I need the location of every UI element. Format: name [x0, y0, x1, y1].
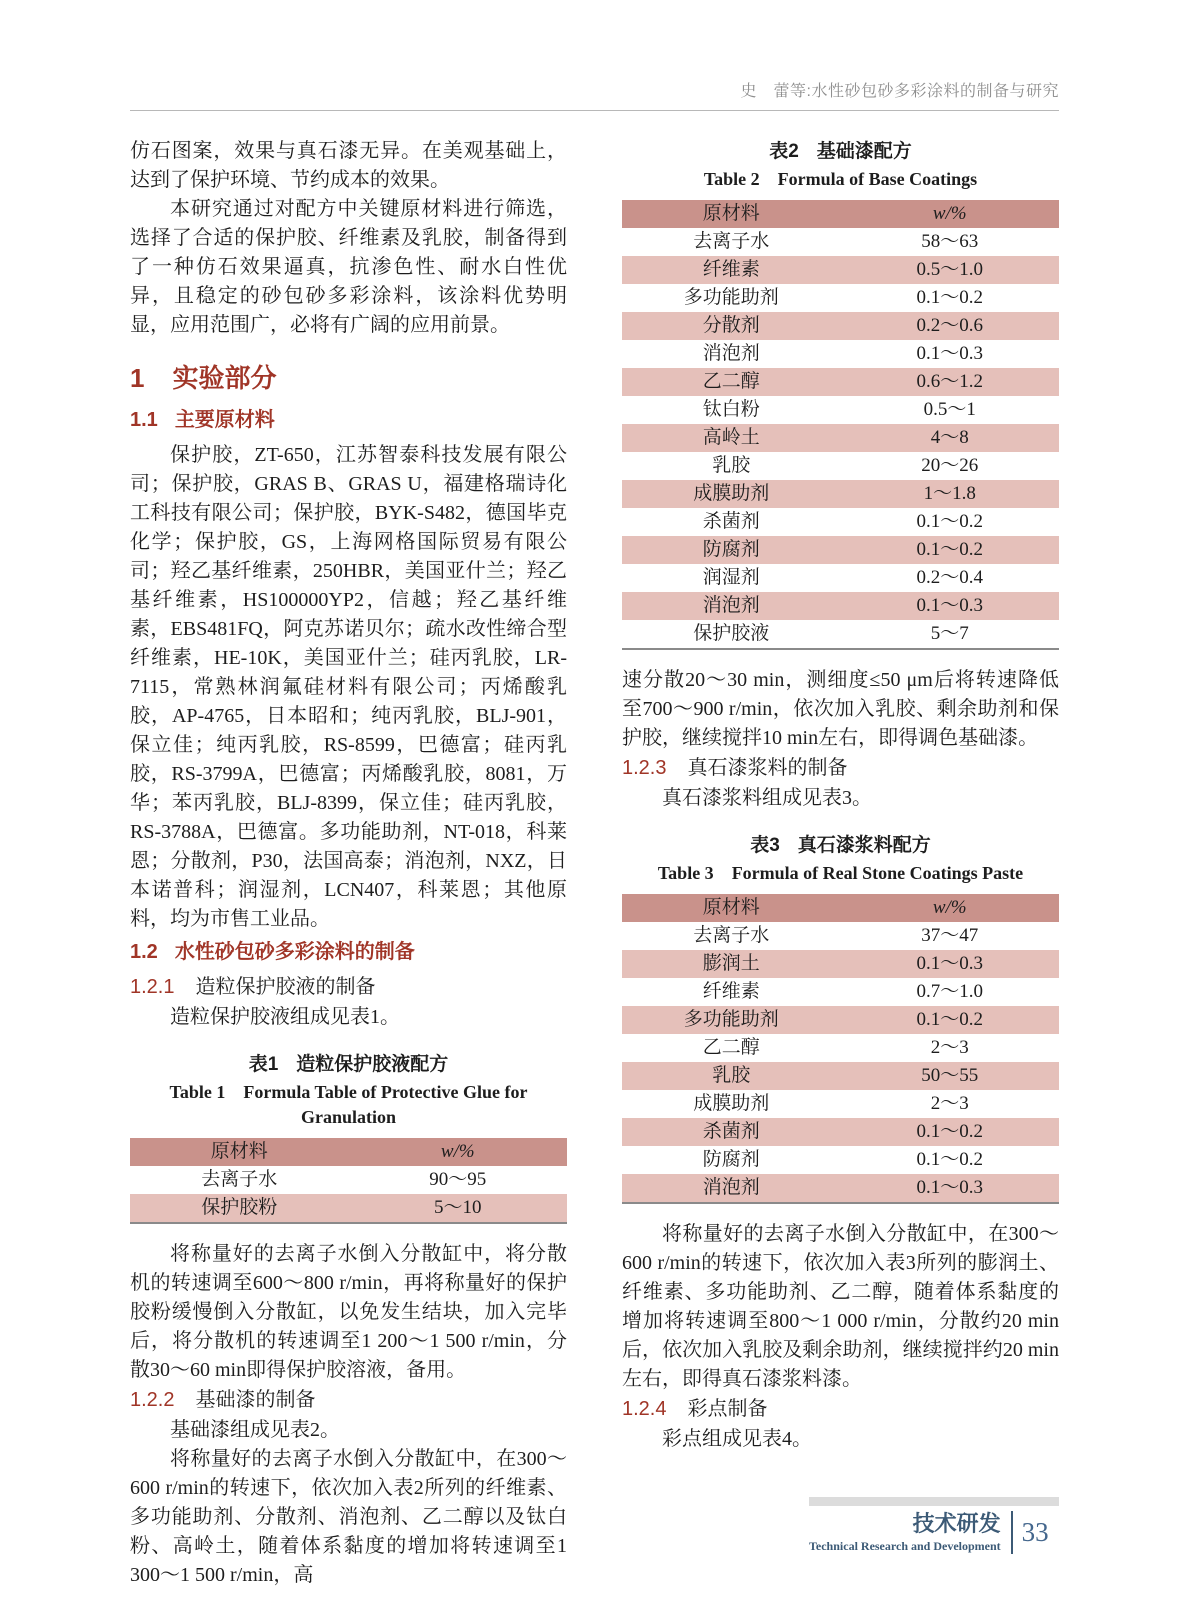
header-rule [130, 110, 1059, 111]
table-row [622, 312, 1059, 340]
section-number: 1.2.2 [130, 1389, 175, 1411]
table-header-cell: 原材料 [702, 203, 760, 224]
paragraph-see-table2: 基础漆组成见表2。 [170, 1419, 340, 1441]
table-header-row [622, 894, 1059, 922]
table-caption-title: Formula Table of Protective Glue for Granulation [243, 1082, 528, 1127]
paragraph-see-table1: 造粒保护胶液组成见表1。 [170, 1006, 400, 1028]
table-cell: 0.1～0.3 [916, 595, 983, 616]
table-cell: 分散剂 [702, 315, 760, 336]
table3-caption-zh [622, 833, 1059, 859]
page-number: 33 [1021, 1517, 1049, 1547]
table-cell: 润湿剂 [702, 567, 760, 588]
table-cell: 0.5～1.0 [916, 259, 983, 280]
page-header [130, 78, 1059, 111]
table-cell: 杀菌剂 [702, 511, 760, 532]
table-cell: 0.1～0.2 [916, 1149, 983, 1170]
left-column [130, 137, 567, 1590]
table-cell: 乳胶 [712, 1065, 751, 1086]
table1-caption-zh [130, 1052, 567, 1078]
table-cell: 0.1～0.2 [916, 1121, 983, 1142]
formula-table-3 [622, 894, 1059, 1204]
table-cell: 去离子水 [693, 925, 770, 946]
table-header-cell: w/% [440, 1141, 475, 1162]
section-heading-experiment [130, 362, 567, 394]
table-cell: 0.6～1.2 [916, 371, 983, 392]
table-row [622, 340, 1059, 368]
table-cell: 2～3 [930, 1093, 969, 1114]
table-cell: 纤维素 [702, 981, 760, 1002]
table-cell: 成膜助剂 [693, 483, 770, 504]
table-header-cell: w/% [932, 897, 967, 918]
table-cell: 0.1～0.2 [916, 539, 983, 560]
table-cell: 防腐剂 [702, 1149, 760, 1170]
section-title: 造粒保护胶液的制备 [195, 976, 376, 998]
table-cell: 0.1～0.2 [916, 1009, 983, 1030]
table-row [130, 1166, 567, 1194]
paragraph-intro-continued: 仿石图案，效果与真石漆无异。在美观基础上，达到了保护环境、节约成本的效果。 [130, 140, 567, 191]
table-cell: 去离子水 [693, 231, 770, 252]
table-caption-label: 表2 [769, 141, 799, 162]
footer-label-en: Technical Research and Development [809, 1539, 1001, 1553]
table-cell: 50～55 [921, 1065, 979, 1086]
table-cell: 消泡剂 [702, 595, 760, 616]
paragraph-stone-paste-process: 将称量好的去离子水倒入分散缸中，在300～600 r/min的转速下，依次加入表3所列的膨润土、纤维素、多功能助剂、乙二醇，随着体系黏度的增加将转速调至800～1 000 r/min，分散约20 min后，依次加入乳胶及剩余助剂，继续搅拌约20 min左右，即得真石漆浆料漆。 [622, 1223, 1059, 1390]
footer-section-label [809, 1512, 1001, 1554]
paragraph-granulation-process: 将称量好的去离子水倒入分散缸中，将分散机的转速调至600～800 r/min，再将称量好的保护胶粉缓慢倒入分散缸，以免发生结块，加入完毕后，将分散机的转速调至1 200～1 500 r/min，分散30～60 min即得保护胶溶液，备用。 [130, 1243, 567, 1381]
table-row [622, 1062, 1059, 1090]
table-row [622, 592, 1059, 620]
table-cell: 4～8 [930, 427, 969, 448]
table-row [622, 620, 1059, 649]
paragraph-base-coating-process: 将称量好的去离子水倒入分散缸中，在300～600 r/min的转速下，依次加入表2所列的纤维素、多功能助剂、分散剂、消泡剂、乙二醇以及钛白粉、高岭土，随着体系黏度的增加将转速调至1 300～1 500 r/min，高 [130, 1448, 567, 1586]
table2-caption-en [622, 167, 1059, 192]
table-row [622, 950, 1059, 978]
table-cell: 消泡剂 [702, 343, 760, 364]
running-head: 史 蕾等:水性砂包砂多彩涂料的制备与研究 [740, 83, 1059, 100]
table-row [622, 368, 1059, 396]
table-cell: 乳胶 [712, 455, 751, 476]
table-row [622, 424, 1059, 452]
section-title: 实验部分 [172, 363, 277, 393]
paragraph-base-coating-continued: 速分散20～30 min，测细度≤50 μm后将转速降低至700～900 r/min，依次加入乳胶、剩余助剂和保护胶，继续搅拌10 min左右，即得调色基础漆。 [622, 669, 1059, 749]
table2-caption-zh [622, 139, 1059, 165]
table-cell: 0.1～0.3 [916, 343, 983, 364]
table-cell: 防腐剂 [702, 539, 760, 560]
section-title: 真石漆浆料的制备 [687, 757, 848, 779]
subsubsection-heading-glue [130, 973, 567, 1002]
table-row [622, 1090, 1059, 1118]
subsection-heading-preparation [130, 939, 567, 965]
paragraph-see-table4: 彩点组成见表4。 [662, 1428, 812, 1450]
table-cell: 37～47 [921, 925, 979, 946]
table-caption-title: Formula of Base Coatings [777, 169, 978, 189]
table-cell: 杀菌剂 [702, 1121, 760, 1142]
formula-table-1 [130, 1138, 567, 1224]
table-cell: 保护胶液 [693, 623, 770, 644]
table-caption-title: 基础漆配方 [816, 141, 912, 162]
table-row [622, 1146, 1059, 1174]
paragraph-intro: 本研究通过对配方中关键原材料进行筛选，选择了合适的保护胶、纤维素及乳胶，制备得到了一种仿石效果逼真，抗渗色性、耐水白性优异，且稳定的砂包砂多彩涂料，该涂料优势明显，应用范围广，必将有广阔的应用前景。 [130, 198, 567, 336]
section-number: 1 [130, 363, 145, 393]
table-caption-label: 表1 [248, 1054, 279, 1075]
table-cell: 0.5～1 [923, 399, 976, 420]
paragraph-see-table3: 真石漆浆料组成见表3。 [662, 787, 872, 809]
table-row [622, 564, 1059, 592]
table-cell: 1～1.8 [923, 483, 976, 504]
table-cell: 成膜助剂 [693, 1093, 770, 1114]
table1-caption-en [130, 1080, 567, 1130]
table-cell: 乙二醇 [702, 1037, 760, 1058]
subsubsection-heading-stone-paste [622, 754, 1059, 783]
table-caption-label: Table 2 [703, 169, 760, 189]
section-number: 1.2.1 [130, 976, 175, 998]
table-row [622, 508, 1059, 536]
table-cell: 5～10 [433, 1197, 482, 1218]
formula-table-2 [622, 200, 1059, 650]
table-caption-label: 表3 [750, 835, 780, 856]
table2-block [622, 139, 1059, 650]
footer-row [809, 1511, 1103, 1554]
table-cell: 保护胶粉 [201, 1197, 278, 1218]
subsubsection-heading-color-spots [622, 1395, 1059, 1424]
table-row [622, 922, 1059, 950]
footer-label-zh: 技术研发 [912, 1511, 1001, 1536]
table-row [622, 396, 1059, 424]
subsection-heading-materials [130, 407, 567, 433]
table-caption-label: Table 3 [657, 863, 714, 883]
table-caption-title: 造粒保护胶液配方 [296, 1054, 449, 1075]
table-cell: 5～7 [930, 623, 969, 644]
two-column-layout [130, 137, 1059, 1590]
section-title: 水性砂包砂多彩涂料的制备 [174, 941, 415, 963]
table-cell: 多功能助剂 [683, 1009, 779, 1030]
table-row [622, 284, 1059, 312]
table-cell: 0.1～0.2 [916, 287, 983, 308]
section-title: 基础漆的制备 [195, 1389, 316, 1411]
table-caption-title: Formula of Real Stone Coatings Paste [731, 863, 1024, 883]
table-row [622, 480, 1059, 508]
section-number: 1.2.3 [622, 757, 667, 779]
page-footer [809, 1497, 1103, 1554]
table-row [622, 1118, 1059, 1146]
table3-caption-en [622, 861, 1059, 886]
table-row [622, 978, 1059, 1006]
table3-block [622, 833, 1059, 1204]
table-header-row [622, 200, 1059, 228]
subsubsection-heading-base [130, 1386, 567, 1415]
table-cell: 纤维素 [702, 259, 760, 280]
section-title: 彩点制备 [687, 1398, 768, 1420]
table-cell: 0.2～0.4 [916, 567, 983, 588]
section-title: 主要原材料 [174, 409, 275, 431]
footer-gray-bar [809, 1497, 1059, 1506]
footer-divider [1011, 1511, 1013, 1554]
table-row [622, 1034, 1059, 1062]
table-cell: 0.1～0.3 [916, 953, 983, 974]
table-cell: 乙二醇 [702, 371, 760, 392]
table1-block [130, 1052, 567, 1224]
section-number: 1.2.4 [622, 1398, 667, 1420]
table-cell: 0.7～1.0 [916, 981, 983, 1002]
table-header-row [130, 1138, 567, 1166]
table-header-cell: 原材料 [702, 897, 760, 918]
table-row [622, 536, 1059, 564]
table-cell: 0.2～0.6 [916, 315, 983, 336]
table-cell: 0.1～0.2 [916, 511, 983, 532]
table-row [130, 1194, 567, 1223]
table-cell: 膨润土 [702, 953, 760, 974]
table-row [622, 1174, 1059, 1203]
table-cell: 20～26 [921, 455, 979, 476]
table-caption-label: Table 1 [169, 1082, 226, 1102]
table-cell: 去离子水 [201, 1169, 278, 1190]
table-cell: 多功能助剂 [683, 287, 779, 308]
table-row [622, 256, 1059, 284]
table-cell: 2～3 [930, 1037, 969, 1058]
table-cell: 消泡剂 [702, 1177, 760, 1198]
table-header-cell: w/% [932, 203, 967, 224]
paragraph-materials: 保护胶，ZT-650，江苏智泰科技发展有限公司；保护胶，GRAS B、GRAS U，福建格瑞诗化工科技有限公司；保护胶，BYK-S482，德国毕克化学；保护胶，GS，上海网格国际贸易有限公司；羟乙基纤维素，250HBR，美国亚什兰；羟乙基纤维素，HS100000YP2，信越；羟乙基纤维素，EBS481FQ，阿克苏诺贝尔；疏水改性缔合型纤维素，HE-10K，美国亚什兰；硅丙乳胶，LR-7115，常熟林润氟硅材料有限公司；丙烯酸乳胶，AP-4765，日本昭和；纯丙乳胶，BLJ-901，保立佳；纯丙乳胶，RS-8599，巴德富；硅丙乳胶，RS-3799A，巴德富；丙烯酸乳胶，8081，万华；苯丙乳胶，BLJ-8399，保立佳；硅丙乳胶，RS-3788A，巴德富。多功能助剂，NT-018，科莱恩；分散剂，P30，法国高泰；消泡剂，NXZ，日本诺普科；润湿剂，LCN407，科莱恩；其他原料，均为市售工业品。 [130, 444, 567, 930]
table-cell: 58～63 [921, 231, 979, 252]
table-row [622, 1006, 1059, 1034]
section-number: 1.2 [130, 941, 158, 963]
table-header-cell: 原材料 [210, 1141, 268, 1162]
section-number: 1.1 [130, 409, 158, 431]
table-cell: 高岭土 [702, 427, 760, 448]
table-row [622, 228, 1059, 256]
table-row [622, 452, 1059, 480]
table-cell: 钛白粉 [702, 399, 760, 420]
table-cell: 90～95 [429, 1169, 487, 1190]
table-caption-title: 真石漆浆料配方 [797, 835, 931, 856]
table-cell: 0.1～0.3 [916, 1177, 983, 1198]
right-column [622, 137, 1059, 1590]
